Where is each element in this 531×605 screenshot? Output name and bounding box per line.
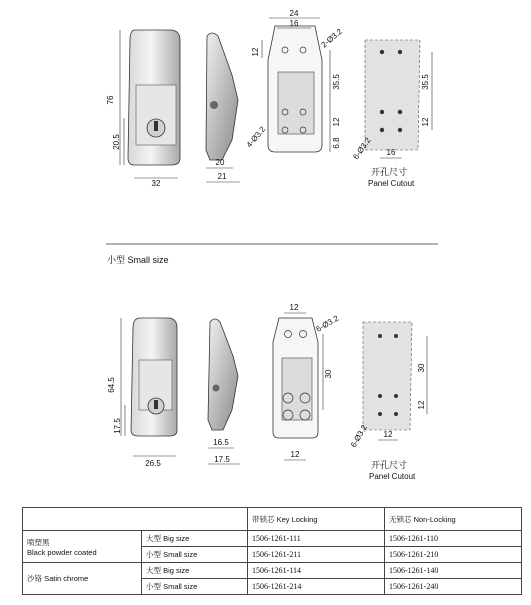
part-number-cell: 1506-1261-110 (385, 531, 522, 547)
large-front-key-height: 20.5 (112, 134, 121, 150)
large-cutout-offset: 12 (421, 117, 430, 127)
size-cell: 小型 Small size (142, 579, 248, 595)
part-number-cell: 1506-1261-211 (248, 547, 385, 563)
table-header-key-locking: 带锁芯 Key Locking (248, 508, 385, 531)
small-front-key-height: 17.5 (113, 418, 122, 434)
large-cutout-view (365, 40, 432, 158)
small-side-height: 16.5 (213, 438, 229, 447)
large-rear-hole-callout: 2-Ø3.2 (319, 26, 345, 50)
large-rear-pitch: 35.5 (332, 74, 341, 90)
small-cutout-label-en: Panel Cutout (369, 472, 416, 481)
size-cell: 大型 Big size (142, 563, 248, 579)
small-rear-pitch: 30 (324, 369, 333, 379)
part-number-cell: 1506-1261-111 (248, 531, 385, 547)
small-front-view (121, 318, 177, 456)
large-cutout-height: 35.5 (421, 74, 430, 90)
table-header-blank (23, 508, 248, 531)
finish-chrome-cell: 沙铬 Satin chrome (23, 563, 142, 595)
large-rear-top-width: 24 (289, 9, 299, 18)
large-rear-top-offset: 12 (251, 47, 260, 57)
section-small-label: 小型 Small size (107, 255, 169, 265)
small-cutout-offset: 12 (417, 400, 426, 410)
finish-black-cell: 喷塑黑 Black powder coated (23, 531, 142, 563)
size-cell: 小型 Small size (142, 547, 248, 563)
large-rear-view (262, 18, 330, 152)
small-front-width: 26.5 (145, 459, 161, 468)
table-row (23, 563, 522, 579)
part-number-cell: 1506-1261-240 (385, 579, 522, 595)
small-rear-bottom-width: 12 (290, 450, 300, 459)
large-rear-inner-width: 16 (289, 19, 299, 28)
large-cutout-width: 16 (386, 148, 396, 157)
large-rear-bottom-margin: 6.8 (332, 137, 341, 149)
large-cutout-label-en: Panel Cutout (368, 179, 415, 188)
part-number-cell: 1506-1261-214 (248, 579, 385, 595)
part-number-cell: 1506-1261-140 (385, 563, 522, 579)
large-front-view (120, 30, 180, 178)
large-rear-hole-callout-2: 4-Ø3.2 (244, 124, 268, 150)
part-number-cell: 1506-1261-210 (385, 547, 522, 563)
small-rear-view (273, 313, 323, 460)
small-side-width: 17.5 (214, 455, 230, 464)
small-rear-hole-callout: 6-Ø3.2 (314, 313, 341, 334)
part-number-cell: 1506-1261-114 (248, 563, 385, 579)
large-cutout-hole-callout: 6-Ø3.2 (351, 135, 373, 162)
size-cell: 大型 Big size (142, 531, 248, 547)
small-cutout-label-cn: 开孔尺寸 (371, 460, 408, 470)
small-front-height: 64.5 (107, 377, 116, 393)
small-cutout-height: 30 (417, 363, 426, 373)
small-cutout-width: 12 (383, 430, 393, 439)
large-side-height: 20 (215, 158, 225, 167)
small-cutout-view (363, 322, 427, 440)
large-side-width: 21 (217, 172, 227, 181)
part-number-table (22, 507, 522, 591)
small-cutout-hole-callout: 6-Ø3.2 (348, 423, 369, 449)
table-row (23, 531, 522, 547)
table-header-non-locking: 无锁芯 Non-Locking (385, 508, 522, 531)
large-rear-bottom-offset: 12 (332, 117, 341, 127)
large-front-width: 32 (151, 179, 161, 188)
large-front-height: 76 (106, 95, 115, 105)
small-rear-top-width: 12 (289, 303, 299, 312)
large-cutout-label-cn: 开孔尺寸 (371, 167, 408, 177)
table-header-row (23, 508, 522, 531)
